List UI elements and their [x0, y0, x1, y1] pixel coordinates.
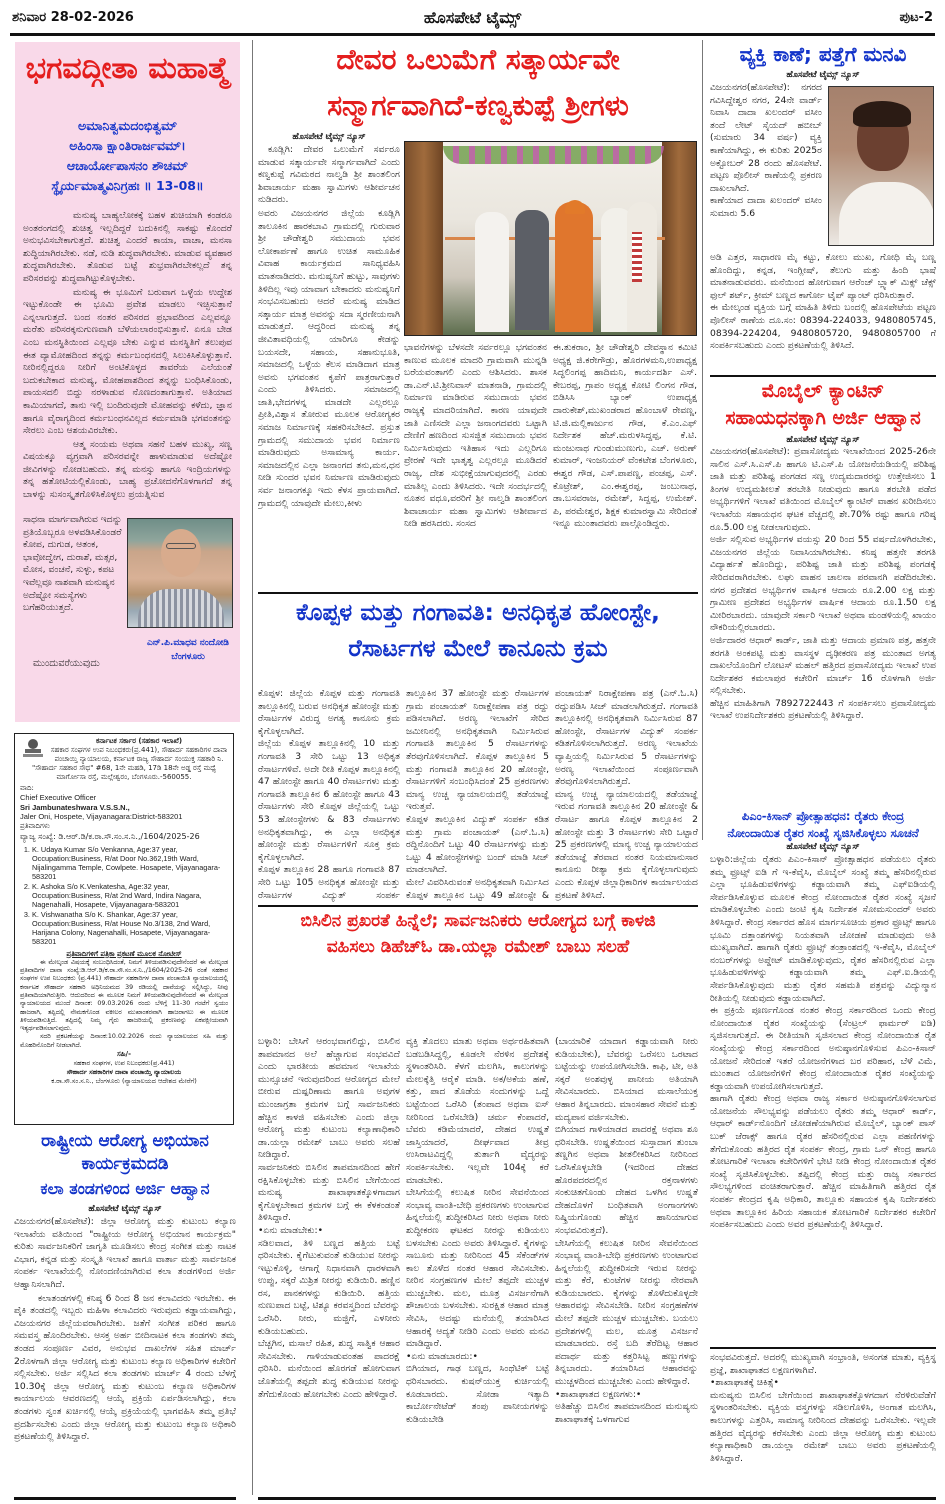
pm-kisan-article	[710, 808, 936, 1340]
plaintiff-label: ವಾದಿ:	[20, 784, 34, 792]
page-number: ಪುಟ-2	[899, 10, 933, 25]
section-rule	[258, 1497, 936, 1500]
section-rule	[258, 592, 698, 594]
shloka	[23, 116, 232, 196]
author-name: ಎನ್.ಪಿ.ಮಾಧವ ನಂದೋಡಿ	[147, 638, 229, 648]
notice-body: ಈ ಮೇಲ್ಕಂಡ ವಿಷಯಕ್ಕೆ ಸಂಬಂಧಿಸಿದಂತೆ, ನಿಮಗೆ ತಿಳಿಯಪಡಿಸುವುದೇನೆಂದರೆ ಈ ಮೇಲ್ಕಂಡ ಪ್ರತಿವಾದಿಗಳ ದಾವಾ ಸಂಖ್ಯೆ:ಡಿ.ಆರ್.ಡಿ/ಕ.ರಾ.ಸೌ.ಸಂ.ಸ.ನಿ.,/1604/2025-26 ರಂತೆ ಸಹಕಾರ ಸಂಘಗಳ ಉಪ ನಿಬಂಧಕರು (ಪ್ರ.441) ಸೌಹಾರ್ದ ಸಹಕಾರಿಗಳ ದಾವಾ ಪಂಚಾಯಿತಿ ನ್ಯಾಯಾಲಯದಲ್ಲಿ ಕರ್ನಾಟಕ ಸೌಹಾರ್ದ ಸಹಕಾರಿ ಅಧಿನಿಯಮದ 39 ರಡಿಯಲ್ಲಿ ದಾವೆಯನ್ನು ಸಲ್ಲಿಸಿದ್ದು, ನೀವು ಪ್ರತಿವಾದಿಯಾಗಿರುತ್ತೀರಿ. ಆದುದರಿಂದ ಈ ಮೂಲಕ ನಿಮಗೆ ತಿಳಿಯಪಡಿಸುವುದೇನೆಂದರೆ ಈ ಮೇಲ್ಕಂಡ ನ್ಯಾಯಾಲಯದ ಮುಂದೆ ದಿನಾಂಕ: 09.03.2026 ರಂದು ಬೆಳಿಗ್ಗೆ 11-30 ಗಂಟೆಗೆ ಸ್ವಯಂ ಹಾಜರಾಗಿ, ತಪ್ಪಿದಲ್ಲಿ ನೇಮಕಗೊಂಡ ವಕೀಲರ ಮುಖಾಂತರವಾಗಿ ಹಾಜರಾಗಲು ಈ ಮೂಲಕ ತಿಳಿಯಪಡಿಸುತ್ತಿದೆ. ತಪ್ಪಿದಲ್ಲಿ ನಿಮ್ಮ ಗೈರು ಹಾಜರಿಯಲ್ಲಿ ಪ್ರಕರಣವನ್ನು ಏಕಪಕ್ಷೀಯವಾಗಿ ಇತ್ಯರ್ಥಪಡಿಸಲಾಗುವುದು.	[20, 958, 228, 1033]
notice-header-line: ಸಹಕಾರ ಸಂಘಗಳ ಉಪ ನಿಬಂಧಕರು(ಪ್ರ.441), ಸೌಹಾರ್ದ ಸಹಕಾರಿಗಳ ದಾವಾ ಪಂಚಾಯ್ತಿ ನ್ಯಾಯಾಲಯ, ಕರ್ನಾಟಕ ರಾಜ್ಯ ಸೌಹಾರ್ದ ಸಂಯುಕ್ತ ಸಹಕಾರಿ ನಿ.	[50, 746, 228, 763]
section-rule	[710, 1347, 936, 1349]
headline-line: ರೆಸಾರ್ಟಗಳ ಮೇಲೆ ಕಾನೂನು ಕ್ರಮ	[348, 634, 608, 662]
lead-col-3: ಈ.ತುಕರಾಂ, ಶ್ರೀ ಚೌಡೇಶ್ವರಿ ದೇವಸ್ಥಾನ ಕಮಿಟಿ ಅಧ್ಯಕ್ಷ ಜಿ.ಕರೇಗೌಡ್ರು, ಹೊರಗಳಮನಿ,ಉಪಾಧ್ಯಕ್ಷ ಸಿದ್ಧಲಿಂಗಪ್ಪ ಹಾದಿಮನಿ, ಕಾರ್ಯದರ್ಶಿ ಎಸ್. ಕೇಬರಪ್ಪ, ಗ್ರಾಪಂ ಅಧ್ಯಕ್ಷ ಕೋಟಿ ಲಿಂಗನ ಗೌಡ, ಬಿಡಿಸಿಸಿ ಬ್ಯಾಂಕ್ ಉಪಾಧ್ಯಕ್ಷ ದಾರುಕೇಶ್,ಮುಖಂಡರಾದ ಹೊಂಬಾಳೆ ರೇವಣ್ಣ, ಟಿ.ಜಿ.ಮಲ್ಲಿಕಾರ್ಜುನ ಗೌಡ, ಕೆ.ಎಂ.ಎಫ್ ನಿರ್ದೇಶಕ ಹೆಚ್.ಮರುಳಸಿದ್ದಪ್ಪ, ಕೆ.ಟಿ. ಮಂಜುನಾಥ ಗುಂಡುಮುಣುಗು, ಎಚ್. ಅರುಣ್ ಕುಮಾರ್, ಇಂಜನಿಯರ್ ವೆಂಕಟೇಶ ಬೆಂಗಳೂರು, ಈಶ್ವರ ಗೌಡ, ಎಸ್.ಪಾಪಣ್ಣ, ಪಂಚಪ್ಪ, ಎಸ್. ಕೊಟ್ರೇಶ್, ಎಂ.ಈಶ್ವರಪ್ಪ, ಜಂಬುನಾಥ, ಡಾ.ಬಸವರಾಜ, ರಮೇಶ್, ಸಿದ್ದಪ್ಪ, ಉಮೇಶ್. ಪಿ, ಪರಮೇಶ್ವರ, ಶಿಕ್ಷಕ ಕುಮಾರಸ್ವಾಮಿ ಸೇರಿದಂತೆ ಇನ್ನೂ ಮುಂತಾದವರು ಪಾಲ್ಗೊಂಡಿದ್ದರು.	[553, 342, 697, 530]
government-emblem-icon	[20, 737, 46, 759]
headline-line: ನೋಂದಾಯಿತ ರೈತರ ಸಂಖ್ಯೆ ಸೃಜಿಸಿಕೊಳ್ಳಲು ಸೂಚನೆ	[727, 826, 919, 840]
koppal-col-3: ಪಂಚಾಯತ್ ನಿರಾಕ್ಷೇಪಣಾ ಪತ್ರ (ಎನ್.ಓ.ಸಿ) ರದ್ದುಪಡಿಸಿ ಸೀಜ್ ಮಾಡಲಾಗಿರುತ್ತದೆ. ಗಂಗಾವತಿ ತಾಲ್ಲೂಕಿನಲ್ಲಿ ಅನಧಿಕೃತವಾಗಿ ನಿರ್ಮಿಸಿರುವ 87 ಹೋಂಸ್ಟೇ, ರೆಸಾರ್ಟಗಳ ವಿದ್ಯುತ್ ಸಂಪರ್ಕ ಕಡಿತಗೊಳಿಸಲಾಗಿರುತ್ತದೆ. ಅರಣ್ಯ ಇಲಾಖೆಯ ವ್ಯಾಪ್ತಿಯಲ್ಲಿ ನಿರ್ಮಿಸಿರುವ 5 ರೆಸಾರ್ಟಗಳನ್ನು ಅರಣ್ಯ ಇಲಾಖೆಯಿಂದ ಸಂಪೂರ್ಣವಾಗಿ ತೆರವುಗೊಳಿಸಲಾಗಿರುತ್ತದೆ. ಮಾನ್ಯ ಉಚ್ಚ ನ್ಯಾಯಾಲಯದಲ್ಲಿ ತಡೆಯಾಜ್ಞೆ ಇರುವ ಗಂಗಾವತಿ ತಾಲ್ಲೂಕಿನ 20 ಹೋಂಸ್ಟೇ & ರೆಸಾರ್ಟ ಹಾಗೂ ಕೊಪ್ಪಳ ತಾಲ್ಲೂಕಿನ 2 ಹೋಂಸ್ಟೇ ಮತ್ತು 3 ರೆಸಾರ್ಟಗಳು ಸೇರಿ ಒಟ್ಟಾರೆ 25 ಪ್ರಕರಣಗಳಲ್ಲಿ ಮಾನ್ಯ ಉಚ್ಚ ನ್ಯಾಯಾಲಯದ ತಡೆಯಾಜ್ಞೆ ತೆರವಾದ ನಂತರ ನಿಯಮಾನುಸಾರ ಕಾನೂನು ರೀತ್ಯಾ ಕ್ರಮ ಕೈಗೊಳ್ಳಲಾಗುವುದು ಎಂದು ಕೊಪ್ಪಳ ಜಿಲ್ಲಾಧಿಕಾರಿಗಳ ಕಾರ್ಯಾಲಯದ ಪ್ರಕಟಣೆ ತಿಳಿಸಿದೆ.	[555, 688, 698, 901]
lead-col-1	[258, 132, 400, 587]
koppal-col-1: ಕೊಪ್ಪಳ: ಜಿಲ್ಲೆಯ ಕೊಪ್ಪಳ ಮತ್ತು ಗಂಗಾವತಿ ತಾಲ್ಲೂಕಿನಲ್ಲಿ ಬರುವ ಅನಧಿಕೃತ ಹೋಂಸ್ಟೇ ಮತ್ತು ರೆಸಾರ್ಟಗಳ ವಿರುದ್ಧ ಅಗತ್ಯ ಕಾನೂನು ಕ್ರಮ ಕೈಗೊಳ್ಳಲಾಗಿದೆ. ಜಿಲ್ಲೆಯ ಕೊಪ್ಪಳ ತಾಲ್ಲೂಕಿನಲ್ಲಿ 10 ಮತ್ತು ಗಂಗಾವತಿ 3 ಸೇರಿ ಒಟ್ಟು 13 ಅಧಿಕೃತ ರೆಸಾರ್ಟಗಳಿವೆ. ಅದೇ ರೀತಿ ಕೊಪ್ಪಳ ತಾಲ್ಲೂಕಿನಲ್ಲಿ 47 ಹೋಂಸ್ಟೇ ಹಾಗೂ 40 ರೆಸಾರ್ಟಗಳು ಮತ್ತು ಗಂಗಾವತಿ ತಾಲ್ಲೂಕಿನ 6 ಹೋಂಸ್ಟೇ ಹಾಗೂ 43 ರೆಸಾರ್ಟಗಳು ಸೇರಿ ಕೊಪ್ಪಳ ಜಿಲ್ಲೆಯಲ್ಲಿ ಒಟ್ಟು 53 ಹೋಂಸ್ಟೇಗಳು & 83 ರೆಸಾರ್ಟಗಳು ಅನಧಿಕೃತವಾಗಿದ್ದು, ಈ ಎಲ್ಲಾ ಅನಧಿಕೃತ ಹೋಂಸ್ಟೇ ಮತ್ತು ರೆಸಾರ್ಟಗಳಿಗೆ ಸೂಕ್ತ ಕ್ರಮ ಕೈಗೊಳ್ಳಲಾಗಿದೆ. ಕೊಪ್ಪಳ ತಾಲ್ಲೂಕಿನ 28 ಹಾಗೂ ಗಂಗಾವತಿ 87 ಸೇರಿ ಒಟ್ಟು 105 ಅನಧಿಕೃತ ಹೋಂಸ್ಟೇ ಮತ್ತು ರೆಸಾರ್ಟಗಳ ವಿದ್ಯುತ್ ಸಂಪರ್ಕ	[258, 688, 400, 901]
gita-title: ಭಗವದ್ಗೀತಾ ಮಹಾತ್ಮೆ	[25, 51, 230, 86]
column-divider	[252, 40, 253, 1495]
missing-person-photo	[828, 86, 934, 246]
event-photo	[404, 141, 697, 336]
missing-person-article	[710, 40, 936, 364]
article-body: ವಿಜಯನಗರ(ಹೊಸಪೇಟೆ): ಪ್ರವಾಸೋದ್ಯಮ ಇಲಾಖೆಯಿಂದ 2025-26ನೇ ಸಾಲಿನ ಎಸ್.ಸಿ.ಎಸ್.ಪಿ ಹಾಗೂ ಟಿ.ಎಸ್.ಪಿ ಯೋಜನೆಯಡಿಯಲ್ಲಿ ಪರಿಶಿಷ್ಟ ಜಾತಿ ಮತ್ತು ಪರಿಶಿಷ್ಟ ಪಂಗಡದ ಸಣ್ಣ ಉದ್ಯಮದಾರರನ್ನು ಉತ್ತೇಜಿಸಲು 1 ತಿಂಗಳ ಉದ್ಯಮಶೀಲತೆ ತರಬೇತಿ ನೀಡುವುದು ಹಾಗೂ ತರಬೇತಿ ಪಡೆದ ಅಭ್ಯರ್ಥಿಗಳಿಗೆ ಇಲಾಖೆ ವತಿಯಿಂದ ಮೊಬೈಲ್ ಕ್ಯಾಂಟಿನ್ ವಾಹನ ಖರೀದಿಸಲು ಇಲಾಖೆಯ ಸಹಾಯಧನ ಘಟಕ ವೆಚ್ಚದಲ್ಲಿ ಶೇ.70% ರಷ್ಟು ಹಾಗೂ ಗರಿಷ್ಠ ರೂ.5.00 ಲಕ್ಷ ನೀಡಲಾಗುವುದು. ಅರ್ಜಿ ಸಲ್ಲಿಸುವ ಅಭ್ಯರ್ಥಿಗಳ ವಯಸ್ಸು 20 ರಿಂದ 55 ವರ್ಷದೊಳಗಿರಬೇಕು, ವಿಜಯನಗರ ಜಿಲ್ಲೆಯ ನಿವಾಸಿಯಾಗಿರಬೇಕು. ಕನಿಷ್ಠ ಹತ್ತನೇ ತರಗತಿ ವಿದ್ಯಾರ್ಹತೆ ಹೊಂದಿದ್ದು, ಪರಿಶಿಷ್ಟ ಜಾತಿ ಮತ್ತು ಪರಿಶಿಷ್ಟ ಪಂಗಡಕ್ಕೆ ಸೇರಿದವರಾಗಿರಬೇಕು. ಲಘು ವಾಹನ ಚಾಲನಾ ಪರವಾನಗಿ ಪಡೆದಿರಬೇಕು. ನಗರ ಪ್ರದೇಶದ ಅಭ್ಯರ್ಥಿಗಳ ವಾರ್ಷಿಕ ಆದಾಯ ರೂ.2.00 ಲಕ್ಷ ಮತ್ತು ಗ್ರಾಮೀಣ ಪ್ರದೇಶದ ಅಭ್ಯರ್ಥಿಗಳ ವಾರ್ಷಿಕ ಆದಾಯ ರೂ.1.50 ಲಕ್ಷ ಮೀರಿರಬಾರದು. ಯಾವುದೇ ಸರ್ಕಾರಿ ಇಲಾಖೆ ಅಥವಾ ಮಂಡಳಿಯಲ್ಲಿ ಖಾಯಂ ನೌಕರಿಯಲ್ಲಿರಬಾರದು. ಅರ್ಜಿದಾರರ ಆಧಾರ್ ಕಾರ್ಡ್, ಜಾತಿ ಮತ್ತು ಆದಾಯ ಪ್ರಮಾಣ ಪತ್ರ, ಹತ್ತನೇ ತರಗತಿ ಅಂಕಪಟ್ಟಿ ಮತ್ತು ವಾಸಸ್ಥಳ ದೃಢೀಕರಣ ಪತ್ರ ಮುಂತಾದ ಅಗತ್ಯ ದಾಖಲೆಯೊಂದಿಗೆ ಲೋಟಸ್ ಮಹಲ್ ಹತ್ತಿರದ ಪ್ರವಾಸೋದ್ಯಮ ಇಲಾಖೆ ಉಪ ನಿರ್ದೇಶಕರ ಕಮಲಾಪುರ ಕಚೇರಿಗೆ ಮಾರ್ಚ್ 16 ರೊಳಗಾಗಿ ಅರ್ಜಿ ಸಲ್ಲಿಸಬೇಕು. ಹೆಚ್ಚಿನ ಮಾಹಿತಿಗಾಗಿ 7892722443 ಗೆ ಸಂಪರ್ಕಿಸಲು ಪ್ರವಾಸೋದ್ಯಮ ಇಲಾಖೆ ಉಪನಿರ್ದೇಶಕರು ಪ್ರಕಟಣೆಯಲ್ಲಿ ತಿಳಿಸಿದ್ದಾರೆ.	[710, 446, 936, 722]
article-body: ವಿಜಯನಗರ(ಹೊಸಪೇಟೆ): ನಗರದ ಗವಿಸಿದ್ದೇಶ್ವರ ನಗರ, 24ನೇ ವಾರ್ಡ್ ನಿವಾಸಿ ದಾದಾ ಖಲಂದರ್ ವಸೀಂ ತಂದೆ ಲೇಟ್ ಸೈಯದ್ ಹಬೀಬ್ (ಸುಮಾರು 34 ವರ್ಷ) ವ್ಯಕ್ತಿ ಕಾಣೆಯಾಗಿದ್ದು, ಈ ಕುರಿತು 2025ರ ಅಕ್ಟೋಬರ್ 28 ರಂದು ಹೊಸಪೇಟೆ. ಪಟ್ಟಣ ಪೊಲೀಸ್ ಠಾಣೆಯಲ್ಲಿ ಪ್ರಕರಣ ದಾಖಲಾಗಿದೆ. ಕಾಣೆಯಾದ ದಾದಾ ಖಲಂದರ್ ವಸೀಂ ಸುಮಾರು 5.6	[710, 82, 822, 219]
headline-line: ದೇವರ ಒಲುಮೆಗೆ ಸತ್ಕಾರ್ಯವೇ	[336, 43, 620, 76]
notice-title: ಪ್ರತಿವಾದಿಗಳಿಗೆ ಪತ್ರಿಕಾ ಪ್ರಕಟಣೆ ಮೂಲಕ ನೋಟೀಸ್	[66, 949, 182, 958]
article-body: ಅಡಿ ಎತ್ತರ, ಸಾಧಾರಣ ಮೈ ಕಟ್ಟು, ಕೋಲು ಮುಖ, ಗೋಧಿ ಮೈ ಬಣ್ಣ ಹೊಂದಿದ್ದು, ಕನ್ನಡ, ಇಂಗ್ಲೀಷ್, ತೆಲುಗು ಮತ್ತು ಹಿಂದಿ ಭಾಷೆ ಮಾತನಾಡುವವರು. ಮನೆಯಿಂದ ಹೋಗುವಾಗ ಆರೆಂಜ್ ಬ್ಲ್ಯಾಕ್ ಮಿಕ್ಸ್ ಚೆಕ್ಸ್ ಫುಲ್ ಶರ್ಟ್, ಕ್ರೀಮ್ ಬಣ್ಣದ ಕಾರ್ಗೋ ಟೈಪ್ ಪ್ಯಾಂಟ್ ಧರಿಸಿರುತ್ತಾರೆ. ಈ ಮೇಲ್ಕಂಡ ವ್ಯಕ್ತಿಯ ಬಗ್ಗೆ ಮಾಹಿತಿ ತಿಳಿದು ಬಂದಲ್ಲಿ ಹೊಸಪೇಟೆಯ ಪಟ್ಟಣ ಪೊಲೀಸ್ ಠಾಣೆಯ ದೂ.ಸಂ: 08394-224033, 9480805745, 08394-224204, 9480805720, 9480805700 ಗೆ ಸಂಪರ್ಕಿಸಬಹುದು ಎಂದು ಪ್ರಕಟಣೆಯಲ್ಲಿ ತಿಳಿಸಿದೆ.	[710, 252, 936, 352]
heat-col-3: (ಬಾಯಾರಿಕೆ ಯಾದಾಗ ಕಡ್ಡಾಯವಾಗಿ ನೀರು ಕುಡಿಯಬೇಕು), ಬೆವರನ್ನು ಒರೆಸಲು ಒರಟಾದ ಬಟ್ಟೆಯನ್ನು ಉಪಯೋಗಿಸಬೇಡಿ. ಕಾಫಿ, ಟೀ, ಅತಿ ಸಕ್ಕರೆ ಅಂಶವುಳ್ಳ ಪಾನೀಯ ಅತಿಯಾಗಿ ಸೇವಿಸಬಾರದು. ಬಿಸಿಯಾದ ಮಸಾಲೆಯುಕ್ತ ಆಹಾರ ತಿನ್ನಬಾರದು. ಮಾಂಸಹಾರ ಸೇವನೆ ಮತ್ತು ಮದ್ಯಪಾನ ವರ್ಜಿಸಬೇಕು. ಬಿಗಿಯಾದ ಗಾಳಿಯಾಡದ ಪಾದರಕ್ಷೆ ಅಥವಾ ಶೂ ಧರಿಸಬೇಡಿ. ಉಷ್ಣತೆಯಿಂದ ಸುಸ್ತಾದಾಗ ತುಂಬಾ ತಣ್ಣಗಿನ ಅಥವಾ ಶೀತಲೀಕರಿಸಿದ ನೀರಿನಿಂದ ಒರೆಸಿಕೊಳ್ಳಬೇಡಿ (ಇದರಿಂದ ದೇಹದ ಹೊರಪದರದಲ್ಲಿನ ರಕ್ತನಾಳಗಳು ಸಂಕುಚಿತಗೊಂಡು ದೇಹದ ಒಳಗಿನ ಉಷ್ಣತೆ ದೇಹದೊಳಗೆ ಬಂಧಿತವಾಗಿ ಅಂಗಾಂಗಗಳು ನಿಷ್ಕ್ರಿಯಗೊಂಡು ಹೆಚ್ಚಿನ ಹಾನಿಯಾಗುವ ಸಂಭವವಿರುತ್ತದೆ). ಬೇಸಿಗೆಯಲ್ಲಿ ಕಲುಷಿತ ನೀರಿನ ಸೇವನೆಯಿಂದ ಸಂಭಾವ್ಯ ವಾಂತಿ-ಬೇಧಿ ಪ್ರಕರಣಗಳು ಉಂಟಾಗುವ ಹಿನ್ನಲೆಯಲ್ಲಿ ಶುದ್ಧೀಕರಿಸದೇ ಇರುವ ನೀರನ್ನು ಮತ್ತು ಕೆರೆ, ಕುಂಟೆಗಳ ನೀರನ್ನು ನೇರವಾಗಿ ಕುಡಿಯಬಾರದು. ಕೈಗಳನ್ನು ತೊಳೆದುಕೊಳ್ಳದೇ ಆಹಾರವನ್ನು ಸೇವಿಸಬೇಡಿ. ನೀರಿನ ಸಂಗ್ರಹಣೆಗಳ ಮೇಲೆ ತಪ್ಪದೇ ಮುಚ್ಚಳ ಮುಚ್ಚಬೇಕು. ಬಯಲು ಪ್ರದೇಶಗಳಲ್ಲಿ ಮಲ, ಮೂತ್ರ ವಿಸರ್ಜನೆ ಮಾಡಬಾರದು. ರಸ್ತೆ ಬದಿ ತೆರೆದಿಟ್ಟ ಆಹಾರ ಪದಾರ್ಥ ಮತ್ತು ಕತ್ತರಿಸಿಟ್ಟ ಹಣ್ಣುಗಳನ್ನು ತಿನ್ನಬಾರದು. ತಯಾರಿಸಿದ ಆಹಾರವನ್ನು ಮುಚ್ಚಳದಿಂದ ಮುಚ್ಚಬೇಕು ಎಂದು ಹೇಳಿದ್ದಾರೆ. •ಶಾಖಾಘಾತದ ಲಕ್ಷಣಗಳು:• ಅತಿಹೆಚ್ಚು ಬಿಸಿಲಿನ ತಾಪಮಾನದಿಂದ ಮನುಷ್ಯನು ಶಾಖಾಘಾತಕ್ಕೆ ಒಳಗಾಗುವ	[555, 1036, 698, 1425]
continued-label: ಮುಂದುವರೆಯುವುದು	[33, 658, 100, 669]
byline: ಹೊಸಪೇಟೆ ಟೈಮ್ಸ್ ನ್ಯೂಸ್	[786, 842, 860, 852]
paragraph: ಕಲಾತಂಡಗಳಲ್ಲಿ ಕನಿಷ್ಠ 6 ರಿಂದ 8 ಜನ ಕಲಾವಿದರು ಇರಬೇಕು. ಈ ಪೈಕಿ ತಂಡದಲ್ಲಿ ಇಬ್ಬರು ಮಹಿಳಾ ಕಲಾವಿದರು ಇರುವುದು ಕಡ್ಡಾಯವಾಗಿದ್ದು, ವಿಜಯನಗರ ಜಿಲ್ಲೆಯವರಾಗಿರಬೇಕು. ಜತೆಗೆ ಸಂಗೀತ ಪರಿಕರ ಹಾಗೂ ಸಮವಸ್ತ್ರ ಹೊಂದಿರಬೇಕು. ಆಸಕ್ತ ಅರ್ಹ ಬೀದಿನಾಟಕ ಕಲಾ ತಂಡಗಳು ತಮ್ಮ ತಂಡದ ಸಂಪೂರ್ಣ ವಿವರ, ಅನುಭವ ದಾಖಲೆಗಳ ಸಹಿತ ಮಾರ್ಚ್ 2ರೊಳಗಾಗಿ ಜಿಲ್ಲಾ ಆರೋಗ್ಯ ಮತ್ತು ಕುಟುಂಬ ಕಲ್ಯಾಣ ಅಧಿಕಾರಿಗಳ ಕಚೇರಿಗೆ ಸಲ್ಲಿಸಬೇಕು. ಅರ್ಜಿ ಸಲ್ಲಿಸಿದ ಕಲಾ ತಂಡಗಳು ಮಾರ್ಚ್ 4 ರಂದು ಬೆಳಗ್ಗೆ 10.30ಕ್ಕೆ ಜಿಲ್ಲಾ ಆರೋಗ್ಯ ಮತ್ತು ಕುಟುಂಬ ಕಲ್ಯಾಣ ಅಧಿಕಾರಿಗಳ ಕಾರ್ಯಾಲಯ ಆವರಣದಲ್ಲಿ ಆಯ್ಕೆ ಪ್ರಕ್ರಿಯೆ ಏರ್ಪಡಿಸಲಾಗಿದ್ದು, ಕಲಾ ತಂಡಗಳು ಸ್ವಂತ ಖರ್ಚಿನಲ್ಲಿ ಆಯ್ಕೆ ಪ್ರಕ್ರಿಯೆಯಲ್ಲಿ ಭಾಗವಹಿಸಿ ತಮ್ಮ ಪ್ರತಿಭೆ ಪ್ರದರ್ಶಿಸಬೇಕು ಎಂದು ಜಿಲ್ಲಾ ಆರೋಗ್ಯ ಮತ್ತು ಕುಟುಂಬ ಕಲ್ಯಾಣ ಅಧಿಕಾರಿ ಪ್ರಕಟಣೆಯಲ್ಲಿ ತಿಳಿಸಿದ್ದಾರೆ.	[14, 1292, 236, 1443]
paper-name: ಹೊಸಪೇಟೆ ಟೈಮ್ಸ್	[423, 8, 522, 27]
paragraph: ಮನುಷ್ಯ ಈ ಭೂಮಿಗೆ ಬರುವಾಗ ಒಳ್ಳೆಯ ಉದ್ದೇಶ ಇಟ್ಟುಕೊಂಡೇ ಈ ಭೂಮಿ ಪ್ರವೇಶ ಮಾಡಲು ಇಚ್ಛಿಸುತ್ತಾನೆ ಎನ್ನಲಾಗುತ್ತದೆ. ಬಂದ ನಂತರ ಪರಿಸರದ ಪ್ರಭಾವದಿಂದ ಎಲ್ಲವನ್ನೂ ಮರೆತು ಪರಿಸರಕ್ಕನುಗುಣವಾಗಿ ಬೆಳೆಯಲಾರಂಭಿಸುತ್ತಾನೆ. ಏನೂ ಬೇಡ ಎಂಬ ಮನಸ್ಥಿತಿಯಿಂದ ಎಲ್ಲವೂ ಬೇಕು ಎನ್ನುವ ಮನಸ್ಥಿತಿಗೆ ತಲುಪುವ ಈತ ವ್ಯಾಮೋಹದಿಂದ ತನ್ನನ್ನು ಕರ್ಮಬಂಧನದಲ್ಲಿ ಸಿಲುಕಿಸಿಕೊಳ್ಳುತ್ತಾನೆ. ನೀರಿನಲ್ಲಿದ್ದರೂ ನೀರಿಗೆ ಅಂಟಿಕೊಳ್ಳದ ತಾವರೆಯ ಎಲೆಯಂತೆ ಬದುಕಬೇಕಾದ ಮನುಷ್ಯ, ಮೋಹಪಾಶದಿಂದ ತನ್ನನ್ನು ಬಂಧಿಸಿಕೊಂಡು, ಪಾಯಸದಲಿ ಬಿದ್ದು ನರಳಾಡುವ ನೊಣದಂತಾಗುತ್ತಾನೆ. ಅತಿಯಾದ ಕಾಮಿಯಾಗದೆ, ತಾನು ಇಲ್ಲಿ ಬಂದಿರುವುದೇ ಮೋಹವನ್ನು ಕಳೆದು, ಜ್ಞಾನ ಹಾಗೂ ವೈರಾಗ್ಯದಿಂದ ಕರ್ಮಬಂಧನವಿಲ್ಲದ ಕರ್ಮಮಾಡಿ ಭಗವಂತನನ್ನು ಸೇರಲು ಎಂಬ ಆಶಯವಿರಬೇಕು.	[23, 286, 232, 437]
signature-line: ಸೌಹಾರ್ದ ಸಹಕಾರಿಗಳ ದಾವಾ ಪಂಚಾಯ್ತಿ ನ್ಯಾಯಾಲಯ	[66, 1068, 182, 1077]
headline-line: ಬಿಸಿಲಿನ ಪ್ರಖರತೆ ಹಿನ್ನೆಲೆ; ಸಾರ್ವಜನಿಕರು ಆರೋಗ್ಯದ ಬಗ್ಗೆ ಕಾಳಜಿ	[300, 911, 656, 931]
lead-col-2: ಭಾವನೆಗಳನ್ನು ಬೆಳಸದೇ ಸರ್ವರಲ್ಲೂ ಭಗವಂತನ ಕಾಣುವ ಮೂಲಕ ಮಾದರಿ ಗ್ರಾಮವಾಗಿ ಮುನ್ನಡಿ ಬರೆಯವಂತಾಗಲಿ ಎಂದು ಆಶಿಸಿದರು. ಶಾಸಕ ಡಾ.ಎನ್.ಟಿ.ಶ್ರೀನಿವಾಸ್ ಮಾತನಾಡಿ, ಗ್ರಾಮದಲ್ಲಿ ನಿರ್ಮಾಣ ಮಾಡಿರುವ ಸಮುದಾಯ ಭವನ ರಾಜ್ಯಕ್ಕೆ ಮಾದರಿಯಾಗಿದೆ. ಕಾರಣ ಯಾವುದೇ ಜಾತಿ ಎಣಿಸದೇ ಎಲ್ಲಾ ಜನಾಂಗದವರು ಒಟ್ಟಾಗಿ ದೇಣಿಗೆ ಹಣದಿಂದ ಸುಸಜ್ಜಿತ ಸಮುದಾಯ ಭವನ ನಿರ್ಮಿಸಿರುವುದು ಇತಿಹಾಸ ಇದು ಎಲ್ಲರಿಗೂ ಪ್ರೇರಣೆ ಇದೇ ಭಾತೃತ್ವ ಎಲ್ಲರಲ್ಲೂ ಮೂಡಿದರೆ ರಾಜ್ಯ, ದೇಶ ಸುಭೀಕ್ಷೆಯಾಗುವುದರಲ್ಲಿ ಎರಡು ಮಾತಿಲ್ಲ ಎಂದು ತಿಳಿಸಿದರು. ಇದೇ ಸಂದರ್ಭದಲ್ಲಿ ನೂತನ ವಧೂ,ವರರಿಗೆ ಶ್ರೀ ನಾಲ್ವಡಿ ಶಾಂತಲಿಂಗ ಶಿವಾಚಾರ್ಯ ಮಹಾ ಸ್ವಾಮಿಗಳು ಆಶೀರ್ವಾದ ನೀಡಿ ಹರಸಿದರು. ಸಂಸದ	[404, 342, 547, 530]
case-number: ವ್ಯಾಜ್ಯ ಸಂಖ್ಯೆ: ಡಿ.ಆರ್.ಡಿ/ಕ.ರಾ.ಸೌ.ಸಂ.ಸ.ನಿ.,/1604/2025-26	[20, 831, 200, 841]
paragraph: ಆತ್ಮ ಸಂಯಮ ಅಥವಾ ಸಹನೆ ಬಹಳ ಮುಖ್ಯ, ಸಣ್ಣ ವಿಷಯಕ್ಕೂ ವ್ಯಗ್ರವಾಗಿ ಪರಿಸರವನ್ನೇ ಹಾಳುಮಾಡುವ ಅದೆಷ್ಟೋ ಜೀವಿಗಳನ್ನು ನೋಡಬಹುದು. ತನ್ನ ಮನಸ್ಸು ಹಾಗೂ ಇಂದ್ರಿಯಗಳನ್ನು ತನ್ನ ಹತೋಟಿಯಲ್ಲಿಕೊಂಡು, ಬಾಹ್ಯ ಪ್ರಚೋದನೆಗೊಳಗಾಗದೆ ತನ್ನ ಬಾಳನ್ನು ಸುಸಂಸ್ಕೃತಗೊಳಿಸಿಕೊಳ್ಳಲು ಪ್ರಯತ್ನಿಸುವ	[23, 438, 232, 501]
headline-line: ಪಿಎಂ-ಕಿಸಾನ್ ಪ್ರೋತ್ಸಾಹಧನ: ರೈತರು ಕೇಂದ್ರ	[741, 809, 905, 823]
signature-line: ಕ.ರಾ.ಸೌ.ಸಂ.ಸ.ನಿ., ಬೆಂಗಳೂರು (ನ್ಯಾಯಾಲಯದ ಆದೇಶದ ಮೇರೆಗೆ)	[51, 1077, 197, 1086]
shloka-line: ಅಹಿಂಸಾ ಕ್ಷಾಂತಿರಾರ್ಜವಮ್।	[69, 138, 186, 153]
heat-col-4: ಸಂಭವವಿರುತ್ತದೆ. ಅದರಲ್ಲಿ ಮುಖ್ಯವಾಗಿ ಸಂಭ್ರಾಂತಿ, ಅಸಂಗತ ಮಾತು, ವ್ಯಕ್ತಿಸ್ಥ ಪ್ರಜ್ಞೆ, ಶಾಖಾಘಾತದ ಲಕ್ಷಣಗಳಾಗಿವೆ. •ಶಾಖಾಘಾತಕ್ಕೆ ಚಿಕಿತ್ಸೆ• ಮನುಷ್ಯನು ಬಿಸಿಲಿನ ಬೇಗೆಯಿಂದ ಶಾಖಾಘಾತಕ್ಕೊಳಗದಾಗ ನೆರಳಿರುವೆಡೆಗೆ ಸ್ಥಳಾಂತರಿಸಬೇಕು. ವ್ಯಕ್ತಿಯ ವಸ್ತ್ರಗಳನ್ನು ಸಡಿಲಗೊಳಿಸಿ, ಅಂಗಾತ ಮಲಗಿಸಿ, ಕಾಲುಗಳನ್ನು ಎತ್ತರಿಸಿ, ಸಾಮಾನ್ಯ ನೀರಿನಿಂದ ದೇಹವನ್ನು ಒರೆಸಬೇಕು. ಇಲ್ಲವೇ ಹತ್ತಿರದ ವೈದ್ಯರನ್ನು ಕರೆಸಬೇಕು ಎಂದು ಜಿಲ್ಲಾ ಆರೋಗ್ಯ ಮತ್ತು ಕುಟುಂಬ ಕಲ್ಯಾಣಾಧಿಕಾರಿ ಡಾ.ಯಲ್ಲಾ ರಮೇಶ್ ಬಾಬು ಅವರು ಪ್ರಕಟಣೆಯಲ್ಲಿ ತಿಳಿಸಿದ್ದಾರೆ.	[710, 1352, 936, 1464]
lead-headline	[258, 40, 698, 126]
koppal-col-2: ತಾಲ್ಲೂಕಿನ 37 ಹೋಂಸ್ಟೇ ಮತ್ತು ರೆಸಾರ್ಟಗಳ ಗ್ರಾಮ ಪಂಚಾಯತ್ ನಿರಾಕ್ಷೇಪಣಾ ಪತ್ರ ರದ್ದು ಪಡಿಸಲಾಗಿದೆ. ಅರಣ್ಯ ಇಲಾಖೆಗೆ ಸೇರಿದ ಜಮೀನಿನಲ್ಲಿ ಅನಧಿಕೃತವಾಗಿ ನಿರ್ಮಿಸಿರುವ ಗಂಗಾವತಿ ತಾಲ್ಲೂಕಿನ 5 ರೆಸಾರ್ಟಗಳನ್ನು ತೆರವುಗೊಳಿಸಲಾಗಿದೆ. ಕೊಪ್ಪಳ ತಾಲ್ಲೂಕಿನ 5 ಮತ್ತು ಗಂಗಾವತಿ ತಾಲ್ಲೂಕಿನ 20 ಹೋಂಸ್ಟೇ, ರೆಸಾರ್ಟಗಳಿಗೆ ಸಂಬಂಧಿಸಿದಂತೆ 25 ಪ್ರಕರಣಗಳು ಮಾನ್ಯ ಉಚ್ಚ ನ್ಯಾಯಾಲಯದಲ್ಲಿ ತಡೆಯಾಜ್ಞೆ ಇರುತ್ತವೆ. ಕೊಪ್ಪಳ ತಾಲ್ಲೂಕಿನ ವಿದ್ಯುತ್ ಸಂಪರ್ಕ ಕಡಿತ ಮತ್ತು ಗ್ರಾಮ ಪಂಚಾಯತ್ (ಎನ್.ಓ.ಸಿ) ರದ್ದಿನೊಂದಿಗೆ ಒಟ್ಟು 40 ರೆಸಾರ್ಟಗಳನ್ನು ಮತ್ತು ಒಟ್ಟು 4 ಹೋಂಸ್ಟೇಗಳನ್ನು ಬಂದ್ ಮಾಡಿ ಸೀಜ್ ಮಾಡಲಾಗಿದೆ. ಮೇಲೆ ವಿವರಿಸಿರುವಂತೆ ಅನಧಿಕೃತವಾಗಿ ನಿರ್ಮಿಸಿದ ಕೊಪ್ಪಳ ತಾಲ್ಲೂಕಿನ ಒಟ್ಟು 49 ಹೋಂಸ್ಟೇ &	[406, 688, 549, 901]
author-place: ಬೆಂಗಳೂರು	[171, 652, 205, 662]
byline: ಹೊಸಪೇಟೆ ಟೈಮ್ಸ್ ನ್ಯೂಸ್	[786, 435, 860, 445]
issue-date: ಶನಿವಾರ 28-02-2026	[12, 10, 134, 25]
defendants-label: ಪ್ರತಿವಾದಿಗಳು	[20, 821, 50, 830]
section-rule	[14, 1497, 236, 1500]
gita-body	[23, 210, 232, 514]
article-subheadline: ಕಲಾ ತಂಡಗಳಿಂದ ಅರ್ಜಿ ಆಹ್ವಾನ	[40, 1179, 210, 1198]
heat-col-2: ವ್ಯಕ್ತಿ ತೊದಲು ಮಾತು ಅಥವಾ ಅರ್ಥರಹಿತವಾಗಿ ಬಡಬಡಿಸಿದ್ದಲ್ಲಿ, ಕೂಡಲೇ ನೆರಳಿನ ಪ್ರದೇಶಕ್ಕೆ ಸ್ಥಳಾಂತರಿಸಿರಿ. ಕೆಳಗೆ ಮಲಗಿಸಿ, ಕಾಲುಗಳನ್ನು ಮೇಲಕ್ಕೆತ್ತಿ ಆರೈಕೆ ಮಾಡಿ. ಅಕ/ಅಕೆಯ ಹಣೆ, ಕತ್ತು, ಪಾದ ತೊಡೆಯ ಸಂದುಗಳನ್ನು ಒದ್ದೆ ಬಟ್ಟೆಯಿಂದ ಒರೆಸಿರಿ (ತಂಪಾದ ಅಥವಾ ಐಸ್ ನೀರಿನಿಂದ ಒರೆಸಬೇಡಿ) ಚರ್ಮ ಕೆಂಪಾದರೆ, ಬೆವರು ಕಡಿಮೆಯಾದರೆ, ದೇಹದ ಉಷ್ಣತೆ ಜಾಸ್ತಿಯಾದರೆ, ದೀರ್ಘವಾದ ತೀವ್ರ ಉಸಿರಾಟವಿದ್ದಲ್ಲಿ ತುರ್ತಾಗಿ ವೈದ್ಯರನ್ನು ಸಂಪರ್ಕಿಸಬೇಕು. ಇಲ್ಲವೇ 104ಕ್ಕೆ ಕರೆ ಮಾಡಬೇಕು. ಬೇಸಿಗೆಯಲ್ಲಿ ಕಲುಷಿತ ನೀರಿನ ಸೇವನೆಯಿಂದ ಸಂಭಾವ್ಯ ವಾಂತಿ-ಬೇಧಿ ಪ್ರಕರಣಗಳು ಉಂಟಾಗುವ ಹಿನ್ನಲೆಯಲ್ಲಿ ಶುದ್ಧೀಕರಿಸಿದ ನೀರು ಅಥವಾ ನೀರು ಶುದ್ಧೀಕರಣ ಘಟಕದ ನೀರನ್ನು ಕುಡಿಯಲು ಬಳಸಬೇಕು ಎಂದು ಅವರು ತಿಳಿಸಿದ್ದಾರೆ. ಕೈಗಳನ್ನು ಸಾಬೂನು ಮತ್ತು ನೀರಿನಿಂದ 45 ಸೆಕೆಂಡ್‌ಗಳ ಕಾಲ ತೊಳೆದ ನಂತರ ಆಹಾರ ಸೇವಿಸಬೇಕು. ನೀರಿನ ಸಂಗ್ರಹಣಗಳ ಮೇಲೆ ತಪ್ಪದೇ ಮುಚ್ಚಳ ಮುಚ್ಚಬೇಕು. ಮಲ, ಮೂತ್ರ ವಿಸರ್ಜನೆಗಾಗಿ ಶೌಚಾಲಯ ಬಳಸಬೇಕು. ಸುರಕ್ಷಿತ ಆಹಾರ ಮಾತ್ರ ಸೇವಿಸಿ, ಅದಷ್ಟು ಮನೆಯಲ್ಲಿ ತಯಾರಿಸಿದ ಆಹಾರಕ್ಕೆ ಆದ್ಯತೆ ನೀಡಿರಿ ಎಂದು ಅವರು ಮನವಿ ಮಾಡಿದ್ದಾರೆ. •ಏನು ಮಾಡಬಾರದು:• ಬಿಗಿಯಾದ, ಗಾಢ ಬಣ್ಣದ, ಸಿಂಥೆಟಿಕ್ ಬಟ್ಟೆ ಧರಿಸಬಾರದು. ಕುಷನ್‌ಯುಕ್ತ ಕುರ್ಚಿಯಲ್ಲಿ ಕೂಡಬಾರದು. ಸೋಡಾ ಇತ್ಯಾದಿ ಕಾರ್ಬೋನೇಟೆಡ್ ತಂಪು ಪಾನೀಯಗಳನ್ನು ಕುಡಿಯಬೇಡಿ	[406, 1036, 549, 1425]
headline-line: ಮೊಬೈಲ್ ಕ್ಯಾಂಟಿನ್	[761, 380, 885, 402]
article-headline: ರಾಷ್ಟ್ರೀಯ ಆರೋಗ್ಯ ಅಭಿಯಾನ ಕಾರ್ಯಕ್ರಮದಡಿ	[41, 1131, 209, 1174]
defendant-item: 2. K. Ashoka S/o K.Venkatesha, Age:32 year, Occupation:Business, R/at 2nd Ward, Indira Nagara, Nagenahalli, Hosapete, Vijayanagara-583201	[32, 882, 228, 910]
byline: ಹೊಸಪೇಟೆ ಟೈಮ್ಸ್ ನ್ಯೂಸ್	[88, 1204, 162, 1214]
article-body: ಬಳ್ಳಾರಿ:ಜಿಲ್ಲೆಯ ರೈತರು ಪಿಎಂ-ಕಿಸಾನ್ ಪ್ರೋತ್ಸಾಹಧನ ಪಡೆಯಲು ರೈತರು ತಮ್ಮ ಫ್ರೂಟ್ಸ್ ಐಡಿ ಗೆ ಇ-ಕೆವೈಸಿ, ಮೊಬೈಲ್ ಸಂಖ್ಯೆ ತಮ್ಮ ಹೆಸರಿನಲ್ಲಿರುವ ಎಲ್ಲಾ ಭೂಹಿಡುವಳಿಗಳನ್ನು ಕಡ್ಡಾಯವಾಗಿ ತಮ್ಮ ಎಫ್‌ಐಡಿಯಲ್ಲಿ ಸೇರ್ಪಡಿಸಿಕೊಳ್ಳುವ ಮೂಲಕ ಕೇಂದ್ರ ನೋಂದಾಯಿತ ರೈತರ ಸಂಖ್ಯೆ ಸೃಜನೆ ಮಾಡಿಕೊಳ್ಳಬೇಕು ಎಂದು ಜಂಟಿ ಕೃಷಿ ನಿರ್ದೇಶಕ ಸೋಮಸುಂದರ್ ಅವರು ತಿಳಿಸಿದ್ದಾರೆ. ಕೇಂದ್ರ ಸರ್ಕಾರದ ಹೊಸ ಮಾರ್ಗಸೂಚಿಯ ಪ್ರಕಾರ ಫ್ರೂಟ್ಸ್ ಹಾಗೂ ಭೂಮಿ ದತ್ತಾಂಶಗಳನ್ನು ನಿಯತವಾಗಿ ಜೋಡಣೆ ಮಾಡುವುದು ಅತಿ ಮುಖ್ಯವಾಗಿದೆ. ಹಾಗಾಗಿ ರೈತರು ಫ್ರೂಟ್ಸ್ ತಂತ್ರಾಂಶದಲ್ಲಿ ಇ-ಕೆವೈಸಿ, ಮೊಬೈಲ್ ನಂಬರ್‌ಗಳನ್ನು ಅಪ್ಡೇಟ್ ಮಾಡಿಕೊಳ್ಳುವುದು, ರೈತರ ಹೆಸರಿನಲ್ಲಿರುವ ಎಲ್ಲಾ ಭೂಹಿಡುವಳಿಗಳನ್ನು ಕಡ್ಡಾಯವಾಗಿ ತಮ್ಮ ಎಫ್.ಐ.ಡಿಯಲ್ಲಿ ಸೇರ್ಪಡಿಸಿಕೊಳ್ಳುವುದು ಮತ್ತು ರೈತರ ಸಹಮತಿ ಪತ್ರವನ್ನು ವಿದ್ಯುನ್ಮಾನ ರೀತಿಯಲ್ಲಿ ನೀಡುವುದು ಕಡ್ಡಾಯವಾಗಿದೆ. ಈ ಪ್ರಕ್ರಿಯೆ ಪೂರ್ಣಗೊಂಡ ನಂತರ ಕೇಂದ್ರ ಸರ್ಕಾರದಿಂದ ಒಂದು ಕೇಂದ್ರ ನೋಂದಾಯಿತ ರೈತರ ಸಂಖ್ಯೆಯನ್ನು (ಸೆಂಟ್ರಲ್ ಫಾರ್ಮರ್ ಐಡಿ) ಸೃಜಿಸಲಾಗುತ್ತದೆ. ಈ ರೀತಿಯಾಗಿ ಸೃಜಿಸಲಾದ ಕೇಂದ್ರ ನೋಂದಾಯಿತ ರೈತ ಸಂಖ್ಯೆಯನ್ನು ಕೇಂದ್ರ ಸರ್ಕಾರದಿಂದ ಅನುಷ್ಠಾನಗೊಳಿಸುವ ಪಿಎಂ-ಕಿಸಾನ್ ಯೋಜನೆ ಸೇರಿದಂತೆ ಇತರೆ ಯೋಜನೆಗಳಾದ ಬರ ಪರಿಹಾರ, ಬೆಳೆ ವಿಮೆ, ಮುಂತಾದ ಯೋಜನೆಗಳಿಗೆ ಕೇಂದ್ರ ನೋಂದಾಯಿತ ರೈತರ ಸಂಖ್ಯೆಯನ್ನು ಕಡ್ಡಾಯವಾಗಿ ಉಪಯೋಗಿಸಲಾಗುತ್ತದೆ. ಹಾಗಾಗಿ ರೈತರು ಕೇಂದ್ರ ಅಥವಾ ರಾಜ್ಯ ಸರ್ಕಾರ ಅನುಷ್ಠಾನಗೊಳಿಸಲಾಗುವ ಯೋಜನೆಯ ಸೌಲಭ್ಯವನ್ನು ಪಡೆಯಲು ರೈತರು ತಮ್ಮ ಆಧಾರ್ ಕಾರ್ಡ್, ಆಧಾರ್ ಕಾರ್ಡ್‌ನೊಂದಿಗೆ ಜೋಡಣೆಯಾಗಿರುವ ಮೊಬೈಲ್, ಬ್ಯಾಂಕ್ ಪಾಸ್ ಬುಕ್ ಜೆರಾಕ್ಸ್ ಹಾಗೂ ರೈತರ ಹೆಸರಿನಲ್ಲಿರುವ ಎಲ್ಲಾ ಪಹಣಿಗಳನ್ನು ತೆಗೆದುಕೊಂಡು ಹತ್ತಿರದ ರೈತ ಸಂಪರ್ಕ ಕೇಂದ್ರ, ಗ್ರಾಮ ಒನ್ ಕೇಂದ್ರ ಹಾಗೂ ತೋಟಗಾರಿಕೆ ಇಲಾಖಾ ಕಚೇರಿಗಳಿಗೆ ಭೇಟಿ ನೀಡಿ ಕೇಂದ್ರ ನೋಂದಾಯಿತ ರೈತರ ಸಂಖ್ಯೆ ಸೃಜಿಸಿಕೊಳ್ಳಬೇಕು. ತಪ್ಪಿದಲ್ಲಿ ಕೇಂದ್ರ ಮತ್ತು ರಾಜ್ಯ ಸರ್ಕಾರದ ಸೌಲಭ್ಯಗಳಿಂದ ವಂಚಿತರಾಗುತ್ತಾರೆ. ಹೆಚ್ಚಿನ ಮಾಹಿತಿಗಾಗಿ ಹತ್ತಿರದ ರೈತ ಸಂಪರ್ಕ ಕೇಂದ್ರದ ಕೃಷಿ ಅಧಿಕಾರಿ, ತಾಲ್ಲೂಕು ಸಹಾಯಕ ಕೃಷಿ ನಿರ್ದೇಶಕರು ಅಥವಾ ತಾಲ್ಲೂಕಿನ ಹಿರಿಯ ಸಹಾಯಕ ತೋಟಗಾರಿಕೆ ನಿರ್ದೇಶಕರ ಕಚೇರಿಗೆ ಸಂಪರ್ಕಿಸಬಹುದು ಎಂದು ಅವರ ಪ್ರಕಟಣೆಯಲ್ಲಿ ತಿಳಿಸಿದ್ದಾರೆ.	[710, 854, 936, 1231]
signature-line: ಸಹಕಾರ ಸಂಘಗಳ, ಉಪ ನಿಬಂಧಕರು(ಪ್ರ.441)	[73, 1059, 175, 1068]
defendant-item: 3. K. Vishwanatha S/o K. Shankar, Age:37 year, Occupation:Business, R/at House No.3/138, 2nd Ward, Harijana Colony, Nagenahalli, Hosapete, Vijayanagara-583201	[32, 910, 228, 947]
shloka-line: ಆಚಾರ್ಯೋಪಾಸನಂ ಶೌಚಮ್	[66, 158, 189, 173]
plaintiff-line: Sri Jambunateshwara V.S.S.N.,	[20, 802, 130, 812]
mobile-canteen-article	[710, 378, 936, 799]
paragraph: ಕೂಡ್ಲಿಗಿ: ದೇವರ ಒಲುಮೆಗೆ ಸರ್ವರೂ ಮಾಡುವ ಸತ್ಕಾರ್ಯವೇ ಸನ್ಮಾರ್ಗವಾಗಿದೆ ಎಂದು ಕಣ್ವಕುಪ್ಪೆ ಗವಿಮಠದ ನಾಲ್ವಡಿ ಶ್ರೀ ಶಾಂತಲಿಂಗ ಶಿವಾಚಾರ್ಯ ಮಹಾ ಸ್ವಾಮಿಗಳು ಆಶೀರ್ವಚನ ನುಡಿದರು.	[258, 144, 400, 206]
defendant-item: 1. K. Udaya Kumar S/o Venkanna, Age:37 year, Occupation:Business, R/at Door No.362,19th Ward, Nijalingamma Temple, Cowlpete. Hosapete, Vijayanagara-583201	[32, 845, 228, 882]
byline: ಹೊಸಪೇಟೆ ಟೈಮ್ಸ್ ನ್ಯೂಸ್	[786, 70, 860, 80]
headline-line: ವಹಿಸಲು ಡಿಹೆಚ್‌ಓ ಡಾ.ಯಲ್ಲಾ ರಮೇಶ್ ಬಾಬು ಸಲಹೆ	[326, 937, 630, 957]
signature-label: ಸಹಿ/-	[117, 1050, 131, 1059]
heat-col-1: ಬಳ್ಳಾರಿ: ಬೇಸಿಗೆ ಆರಂಭವಾಗಲಿದ್ದು, ಬಿಸಿಲಿನ ತಾಪಮಾನದ ಅಲೆ ಹೆಚ್ಚಾಗುವ ಸಂಭವವಿದೆ ಎಂದು ಭಾರತೀಯ ಹವಮಾನ ಇಲಾಖೆಯ ಮುನ್ಸೂಚನೆ ಇರುವುದರಿಂದ ಆರೋಗ್ಯದ ಮೇಲೆ ಬೀರುವ ದುಷ್ಪರಿಣಾಮ ಹಾಗೂ ಅವುಗಳ ಮುಂಜಾಗ್ರತಾ ಕ್ರಮಗಳ ಬಗ್ಗೆ ಸಾರ್ವಜನಿಕರು ಹೆಚ್ಚಿನ ಕಾಳಜಿ ವಹಿಸಬೇಕು ಎಂದು ಜಿಲ್ಲಾ ಆರೋಗ್ಯ ಮತ್ತು ಕುಟುಂಬ ಕಲ್ಯಾಣಾಧಿಕಾರಿ ಡಾ.ಯಲ್ಲಾ ರಮೇಶ್ ಬಾಬು ಅವರು ಸಲಹೆ ನೀಡಿದ್ದಾರೆ. ಸಾರ್ವಜನಿಕರು ಬಿಸಿಲಿನ ತಾಪಮಾನದಿಂದ ಹೇಗೆ ರಕ್ಷಿಸಿಕೊಳ್ಳಬೇಕು ಮತ್ತು ಬಿಸಿಲಿನ ಬೇಗೆಯಿಂದ ಮನುಷ್ಯ ಶಾಖಾಘಾತಕ್ಕೊಳಗಾದಾಗ ಕೈಗೊಳ್ಳಬೇಕಾದ ಕ್ರಮಗಳ ಬಗ್ಗೆ ಈ ಕೆಳಕಂಡಂತೆ ತಿಳಿಸಿದ್ದಾರೆ. •ಏನು ಮಾಡಬೇಕು:• ಸಡಿಲವಾದ, ತಿಳಿ ಬಣ್ಣದ ಹತ್ತಿಯ ಬಟ್ಟೆ ಧರಿಸಬೇಕು. ಕೈಗೆಟುಕುವಂತೆ ಕುಡಿಯುವ ನೀರನ್ನು ಇಟ್ಟುಕೊಳ್ಳಿ, ಆಗಾಗ್ಗೆ ನಿಧಾನವಾಗಿ ಧಾರಳವಾಗಿ ಉಪ್ಪು, ಸಕ್ಕರೆ ಮಿಶ್ರಿತ ನೀರನ್ನು ಕುಡಿಯಿರಿ. ಹಣ್ಣಿನ ರಸ, ಪಾನಕಗಳನ್ನು ಕುಡಿಯಿರಿ. ಹತ್ತಿಯ ನುಣುಪಾದ ಬಟ್ಟೆ, ಟಿಶ್ಯೂ ಕರವಸ್ತ್ರದಿಂದ ಬೆವರನ್ನು ಒರೆಸಿರಿ. ನೀರು, ಮಜ್ಜಿಗೆ, ಎಳನೀರು ಕುಡಿಯಬಹುದು. ಬೆಚ್ಚಗಿನ, ಮಸಾಲೆ ರಹಿತ, ಶುದ್ಧ ಸಾತ್ವಿಕ ಆಹಾರ ಸೇವಿಸಬೇಕು. ಗಾಳಿಯಾಡುವಂತಹ ಪಾದರಕ್ಷೆ ಧರಿಸಿರಿ. ಮನೆಯಿಂದ ಹೊರಗಡೆ ಹೋಗುವಾಗ ಜೊತೆಯಲ್ಲಿ ತಪ್ಪದೇ ಶುದ್ಧ ಕುಡಿಯುವ ನೀರನ್ನು ತೆಗೆದುಕೊಂಡು ಹೋಗಬೇಕು ಎಂದು ಹೇಳಿದ್ದಾರೆ.	[258, 1036, 400, 1400]
paragraph: ಸಾಧನಾ ಮಾರ್ಗವಾಗಿರುವ ಇದನ್ನು ಪ್ರತಿಯೊಬ್ಬರೂ ಅಳವಡಿಸಿಕೊಂಡರೆ ಕೋಪ, ದುಗುಡ, ಆತಂಕ, ಭಾವೋದ್ವೇಗ, ದುರಾಶೆ, ಮತ್ಸರ, ಮೋಸ, ವಂಚನೆ, ಸುಳ್ಳು, ಕಪಟ ಇವೆಲ್ಲವೂ ನಾಶವಾಗಿ ಮನುಷ್ಯನ ಅದೆಷ್ಟೋ ಸಮಸ್ಯೆಗಳು ಬಗೆಹರಿಯುತ್ತದೆ.	[23, 514, 122, 614]
byline: ಹೊಸಪೇಟೆ ಟೈಮ್ಸ್ ನ್ಯೂಸ್	[292, 132, 366, 142]
shloka-line: ಸ್ಥೈರ್ಯಮಾತ್ಮವಿನಿಗ್ರಹಃ ॥ 13-08॥	[51, 178, 204, 193]
masthead-rule	[10, 33, 935, 36]
gita-box	[15, 42, 240, 722]
health-art-article	[14, 1130, 236, 1500]
plaintiff-line: Chief Executive Officer	[20, 793, 97, 802]
paragraph: ವಿಜಯನಗರ(ಹೊಸಪೇಟೆ): ಜಿಲ್ಲಾ ಆರೋಗ್ಯ ಮತ್ತು ಕುಟುಂಬ ಕಲ್ಯಾಣ ಇಲಾಖೆಯ ವತಿಯಿಂದ "ರಾಷ್ಟ್ರೀಯ ಆರೋಗ್ಯ ಅಭಿಯಾನ ಕಾರ್ಯಕ್ರಮ" ಕುರಿತು ಸಾರ್ವಜನಿಕರಿಗೆ ಜಾಗೃತಿ ಮೂಡಿಸಲು ಕೇಂದ್ರ ಸಂಗೀತ ಮತ್ತು ನಾಟಕ ವಿಭಾಗ, ಕನ್ನಡ ಮತ್ತು ಸಂಸ್ಕೃತಿ ಇಲಾಖೆ ಹಾಗೂ ವಾರ್ತಾ ಮತ್ತು ಸಾರ್ವಜನಿಕ ಸಂಪರ್ಕ ಇಲಾಖೆಯಲ್ಲಿ ನೋಂದಣಿಯಾಗಿರುವ ಕಲಾ ತಂಡಗಳಿಂದ ಅರ್ಜಿ ಆಹ್ವಾನಿಸಲಾಗಿದೆ.	[14, 1216, 236, 1290]
headline-line: ಸಹಾಯಧನಕ್ಕಾಗಿ ಅರ್ಜಿ ಆಹ್ವಾನ	[725, 407, 921, 429]
paragraph: ಅವರು ವಿಜಯನಗರ ಜಿಲ್ಲೆಯ ಕೂಡ್ಲಿಗಿ ತಾಲೂಕಿನ ಹಾರಕಬಾವಿ ಗ್ರಾಮದಲ್ಲಿ ಗುರುವಾರ ಶ್ರೀ ಚೌಡೇಶ್ವರಿ ಸಮುದಾಯ ಭವನ ಲೋಕಾರ್ಪಣೆ ಹಾಗೂ ಉಚಿತ ಸಾಮೂಹಿಕ ವಿವಾಹ ಕಾರ್ಯಕ್ರಮದ ಸಾನಿಧ್ಯವಹಿಸಿ ಮಾತನಾಡಿದರು. ಮನುಷ್ಯನಿಗೆ ಹುಟ್ಟು, ಸಾವುಗಳು ತಿಳಿದಿಲ್ಲ ಇವು ಯಾವಾಗ ಬೇಕಾದರು ಮನುಷ್ಯನಿಗೆ ಸಂಭವಿಸಬಹುದು ಆದರೆ ಮನುಷ್ಯ ಮಾಡಿದ ಸತ್ಕಾರ್ಯ ಮಾತ್ರ ಅವನನ್ನು ಸದಾ ಸ್ಮರಣೀಯನಾಗಿ ಮಾಡುತ್ತದೆ. ಆದ್ದರಿಂದ ಮನುಷ್ಯ ತನ್ನ ಜೀವಿತಾವಧಿಯಲ್ಲಿ ಯಾರಿಗೂ ಕೇಡನ್ನು ಬಯಸದೇ, ಸಹಾಯ, ಸಹಾನುಭೂತಿ, ಸಮಾಜದಲ್ಲಿ ಒಳ್ಳೆಯ ಕೆಲಸ ಮಾಡಿದಾಗ ಮಾತ್ರ ಅವನು ಭಗವಂತನ ಕೃಪೆಗೆ ಪಾತ್ರರಾಗುತ್ತಾರೆ ಎಂದು ತಿಳಿಸಿದರು. ಸಮಾಜದಲ್ಲಿ ಜಾತಿ,ಭೇದಗಳನ್ನ ಮಾಡದೇ ಎಲ್ಲರಲ್ಲೂ ಪ್ರೀತಿ,ವಿಶ್ವಾಸ ತೋರುವ ಮೂಲಕ ಆರೋಗ್ಯಕರ ಸಮಾಜ ನಿರ್ಮಾಣಕ್ಕೆ ಸಹಕರಿಸಬೇಕಿದೆ. ಪ್ರಸ್ತುತ ಗ್ರಾಮದಲ್ಲಿ ಸಮುದಾಯ ಭವನ ನಿರ್ಮಾಣ ಮಾಡಿರುವುದು ಅಸಾಮಾನ್ಯ ಕಾರ್ಯ. ಸಮಾಜದಲ್ಲಿನ ಎಲ್ಲಾ ಜನಾಂಗದ ತನು,ಮನ,ಧನ ನೀಡಿ ಸುಂದರ ಭವನ ನಿರ್ಮಾಣ ಮಾಡಿರುವುದು ಸರ್ವ ಜನಾಂಗಕ್ಕೂ ಇದು ಕೆಳಸ ಪ್ರಾಯವಾಗಿದೆ. ಗ್ರಾಮದಲ್ಲಿ ಯಾವುದೇ ಮೇಲು,ಕೀಳು	[258, 207, 400, 509]
notice-header-line: "ಸೌಹಾರ್ದ ಸಹಕಾರ ಸೌಧ" #68, 1ನೇ ಮಹಡಿ, 17ಡಿ 18ನೇ ಅಡ್ಡ ರಸ್ತೆ ಮಧ್ಯೆ ಮಾರ್ಗೋಸಾ ರಸ್ತೆ, ಮಲ್ಲೇಶ್ವರಂ, ಬೆಂಗಳೂರು.-560055.	[32, 764, 216, 781]
notice-date-line: ಸದರಿ ಪ್ರಕಟಣೆಯನ್ನು ದಿನಾಂಕ:10.02.2026 ರಂದು ನ್ಯಾಯಾಲಯದ ಸಹಿ ಮತ್ತು ಮೊಹರಿನೊಂದಿಗೆ ನೀಡಲಾಗಿದೆ.	[20, 1033, 228, 1049]
headline-line: ಸನ್ಮಾರ್ಗವಾಗಿದೆ-ಕಣ್ವಕುಪ್ಪೆ ಶ್ರೀಗಳು	[327, 89, 629, 122]
koppal-headline	[258, 596, 698, 664]
article-body	[14, 1216, 236, 1474]
legal-notice	[14, 733, 234, 1125]
author-photo	[127, 518, 233, 628]
paragraph: ಮನುಷ್ಯ ಬಾಹ್ಯಲೋಕಕ್ಕೆ ಬಹಳ ಶುಚಿಯಾಗಿ ಕಂಡರೂ ಅಂತರಂಗದಲ್ಲಿ ಶುಚಿತ್ವ ಇಲ್ಲದಿದ್ದರೆ ಬದುಕಿನಲ್ಲಿ ಸಾಕಷ್ಟು ಕೊಂದರೆ ಅನುಭವಿಸಬೇಕಾಗುತ್ತದೆ. ಶುಚಿತ್ವ ಎಂದರೆ ಕಾಯಾ, ವಾಚಾ, ಮನಸಾ ಶುದ್ಧಿಯಾಗಿರಬೇಕು. ನಡೆ, ನುಡಿ ಶುದ್ಧವಾಗಿರಬೇಕು. ಮಾಡುವ ವ್ಯವಹಾರ ಶುದ್ಧವಾಗಿರಬೇಕು. ತೊಡುವ ಬಟ್ಟೆ ಶುಭ್ರವಾಗಿರಬೇಕಲ್ಲದೆ ತನ್ನ ಪರಿಸರವನ್ನು ಶುದ್ಧವಾಗಿಟ್ಟುಕೊಳ್ಳಬೇಕು.	[23, 210, 232, 284]
shloka-line: ಅಮಾನಿತ್ವಮದಂಭಿತ್ವಮ್	[77, 118, 178, 133]
headline-line: ಕೊಪ್ಪಳ ಮತ್ತು ಗಂಗಾವತಿ: ಅನಧಿಕೃತ ಹೋಂಸ್ಟೇ,	[296, 598, 660, 626]
article-headline: ವ್ಯಕ್ತಿ ಕಾಣೆ; ಪತ್ತೆಗೆ ಮನವಿ	[739, 42, 907, 66]
section-rule	[710, 375, 936, 377]
masthead	[10, 6, 935, 30]
heat-headline	[258, 908, 698, 960]
section-rule	[258, 905, 698, 907]
column-divider	[702, 40, 703, 840]
notice-header: ಕರ್ನಾಟಕ ಸರ್ಕಾರ (ಸಹಕಾರ ಇಲಾಖೆ)	[95, 737, 183, 745]
plaintiff-line: Jaler Oni, Hospete, Vijayanagara:District-583201	[20, 812, 183, 821]
